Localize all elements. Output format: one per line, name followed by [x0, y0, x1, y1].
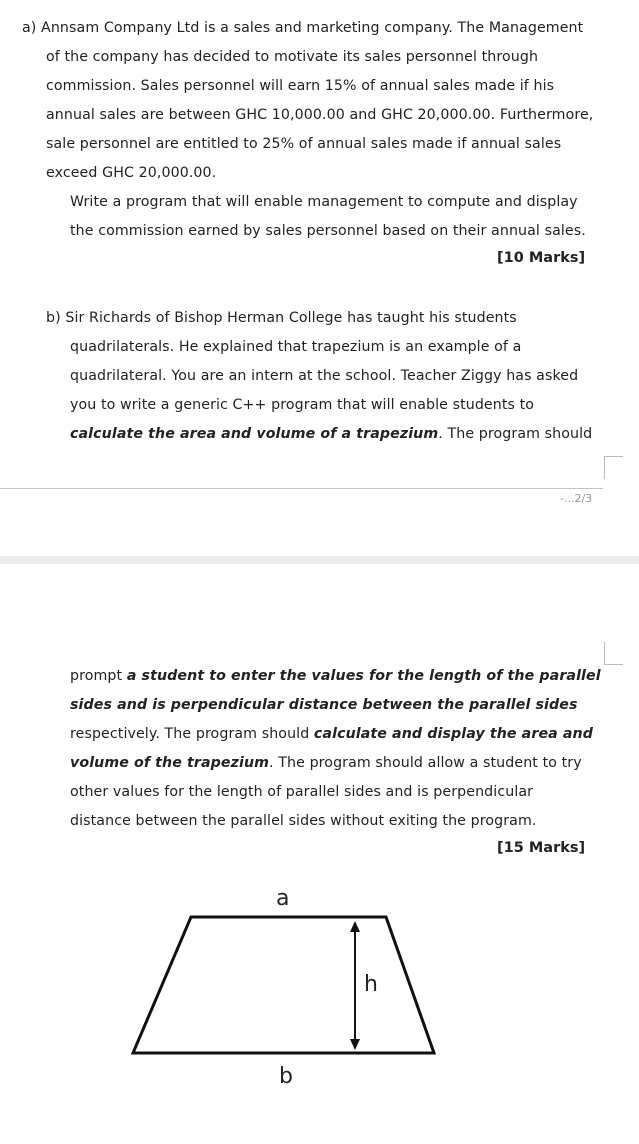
- part-a-line-4: annual sales are between GHC 10,000.00 and GHC 20,000.00. Furthermore,: [46, 107, 594, 123]
- part-a-marks: [10 Marks]: [497, 250, 586, 266]
- part-a-line-6: exceed GHC 20,000.00.: [46, 165, 217, 181]
- label-b: b: [279, 1064, 293, 1089]
- cont-line-1: [70, 666, 601, 686]
- cont-line-6: distance between the parallel sides without exiting the program.: [70, 813, 537, 829]
- page-corner-mark-bottom: [604, 642, 623, 665]
- cont-line-4-rest: . The program should allow a student to try: [269, 755, 582, 771]
- cont-line-2: sides and is perpendicular distance between the parallel sides: [70, 697, 578, 713]
- part-b-line-5-bold: calculate the area and volume of a trapezium: [70, 426, 439, 442]
- cont-line-1-pre: prompt: [70, 668, 127, 684]
- height-arrow-bottom: [350, 1039, 360, 1050]
- part-a-line-1: a) Annsam Company Ltd is a sales and marketing company. The Management: [22, 20, 584, 36]
- height-arrow-top: [350, 921, 360, 932]
- part-b-line-4: you to write a generic C++ program that will enable students to: [70, 397, 535, 413]
- part-b-line-5-rest: . The program should: [438, 426, 593, 442]
- cont-line-3-bold: calculate and display the area and: [313, 726, 594, 742]
- cont-line-1-bold: a student to enter the values for the length of the parallel: [126, 668, 601, 684]
- label-h: h: [364, 972, 378, 997]
- cont-line-4: [70, 753, 582, 773]
- cont-line-3: [70, 724, 593, 744]
- part-b-line-5: [70, 424, 592, 444]
- label-a: a: [276, 886, 290, 911]
- cont-line-5: other values for the length of parallel sides and is perpendicular: [70, 784, 534, 800]
- page-corner-mark-top: [604, 456, 623, 479]
- cont-line-3-pre: respectively. The program should: [70, 726, 314, 742]
- trapezium-shape: [133, 917, 434, 1053]
- part-a-line-2: of the company has decided to motivate its sales personnel through: [46, 49, 539, 65]
- trapezium-diagram: [0, 880, 639, 1100]
- part-b-marks: [15 Marks]: [497, 840, 586, 856]
- page-indicator: -...2/3: [560, 492, 593, 505]
- part-b-line-2: quadrilaterals. He explained that trapezium is an example of a: [70, 339, 522, 355]
- page-bottom-rule: [0, 488, 603, 489]
- part-b-line-3: quadrilateral. You are an intern at the school. Teacher Ziggy has asked: [70, 368, 579, 384]
- part-a-line-5: sale personnel are entitled to 25% of annual sales made if annual sales: [46, 136, 562, 152]
- part-a-line-3: commission. Sales personnel will earn 15% of annual sales made if his: [46, 78, 555, 94]
- part-a-line-8: the commission earned by sales personnel based on their annual sales.: [70, 223, 586, 239]
- part-b-line-1: b) Sir Richards of Bishop Herman College has taught his students: [46, 310, 517, 326]
- part-a-line-7: Write a program that will enable management to compute and display: [70, 194, 578, 210]
- cont-line-4-bold: volume of the trapezium: [70, 755, 270, 771]
- page-break-gap: [0, 556, 639, 564]
